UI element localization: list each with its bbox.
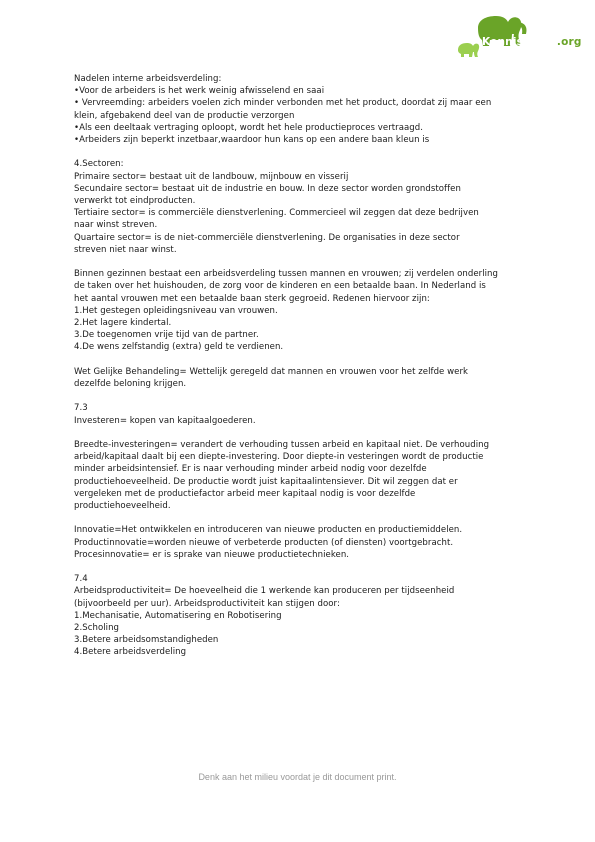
logo-text: Kennisdelen.org — [482, 36, 582, 48]
text-line: Binnen gezinnen bestaat een arbeidsverdeling tussen mannen en vrouwen; zij verdelen onderling — [74, 269, 498, 280]
text-line: (bijvoorbeeld per uur). Arbeidsproductiviteit kan stijgen door: — [74, 598, 340, 609]
text-line: de taken over het huishouden, de zorg voor de kinderen en een betaalde baan. In Nederland is — [74, 281, 486, 292]
text-line: Tertiaire sector= is commerciële dienstverlening. Commercieel wil zeggen dat deze bedrijven — [74, 208, 479, 219]
text-line: Primaire sector= bestaat uit de landbouw, mijnbouw en visserij — [74, 171, 349, 182]
list-item: 1.Het gestegen opleidingsniveau van vrouwen. — [74, 305, 278, 316]
list-item: 4.Betere arbeidsverdeling — [74, 647, 187, 658]
text-line: vergeleken met de productiefactor arbeid meer kapitaal nodig is voor dezelfde — [74, 488, 416, 499]
list-item: 1.Mechanisatie, Automatisering en Robotisering — [74, 610, 282, 621]
bullet-item-continued: klein, afgebakend deel van de productie verzorgen — [74, 110, 295, 121]
text-line: Arbeidsproductiviteit= De hoeveelheid die 1 werkende kan produceren per tijdseenheid — [74, 586, 455, 597]
text-line: het aantal vrouwen met een betaalde baan sterk gegroeid. Redenen hiervoor zijn: — [74, 293, 430, 304]
text-line: Wet Gelijke Behandeling= Wettelijk geregeld dat mannen en vrouwen voor het zelfde werk — [74, 366, 469, 377]
list-item: 2.Het lagere kindertal. — [74, 318, 172, 329]
text-line: Productinnovatie=worden nieuwe of verbeterde producten (of diensten) voortgebracht. — [74, 537, 454, 548]
section-number: 7.3 — [74, 403, 88, 414]
text-line: minder arbeidsintensief. Er is naar verhouding minder arbeid nodig voor dezelfde — [74, 464, 427, 475]
text-line: productiehoeveelheid. De productie wordt juist kapitaalintensiever. Dit wil zeggen dat er — [74, 476, 458, 487]
bullet-item: •Arbeiders zijn beperkt inzetbaar,waardoor hun kans op een andere baan kleun is — [74, 135, 430, 146]
text-line: streven niet naar winst. — [74, 244, 177, 255]
list-item: 2.Scholing — [74, 623, 120, 634]
text-line: Investeren= kopen van kapitaalgoederen. — [74, 415, 256, 426]
text-line: Innovatie=Het ontwikkelen en introduceren van nieuwe producten en productiemiddelen. — [74, 525, 463, 536]
section-heading: Nadelen interne arbeidsverdeling: — [74, 74, 222, 84]
bullet-item: •Als een deeltaak vertraging oploopt, wordt het hele productieproces vertraagd. — [74, 122, 424, 133]
bullet-item: •Voor de arbeiders is het werk weinig afwisselend en saai — [74, 86, 325, 97]
footer-note: Denk aan het milieu voordat je dit document print. — [198, 772, 397, 782]
text-line: arbeid/kapitaal daalt bij een diepte-investering. Door diepte-in vesteringen wordt de productie — [74, 452, 484, 463]
section-heading: 4.Sectoren: — [74, 159, 124, 170]
text-line: Procesinnovatie= er is sprake van nieuwe productietechnieken. — [74, 549, 350, 560]
text-line: verwerkt tot eindproducten. — [74, 196, 196, 207]
text-line: dezelfde beloning krijgen. — [74, 379, 187, 390]
list-item: 3.De toegenomen vrije tijd van de partner. — [74, 330, 259, 341]
bullet-item: • Vervreemding: arbeiders voelen zich minder verbonden met het product, doordat zij maar een — [74, 98, 492, 109]
text-line: Breedte-investeringen= verandert de verhouding tussen arbeid en kapitaal niet. De verhouding — [74, 440, 490, 451]
list-item: 4.De wens zelfstandig (extra) geld te verdienen. — [74, 342, 284, 353]
list-item: 3.Betere arbeidsomstandigheden — [74, 635, 219, 646]
section-number: 7.4 — [74, 574, 88, 585]
text-line: naar winst streven. — [74, 220, 158, 231]
text-line: Quartaire sector= is de niet-commerciële dienstverlening. De organisaties in deze sector — [74, 232, 460, 243]
document-body — [74, 73, 534, 659]
elephant-logo-icon — [456, 12, 580, 58]
text-line: productiehoeveelheid. — [74, 501, 171, 512]
kennisdelen-logo[interactable] — [456, 12, 580, 58]
text-line: Secundaire sector= bestaat uit de industrie en bouw. In deze sector worden grondstoffen — [74, 183, 461, 194]
